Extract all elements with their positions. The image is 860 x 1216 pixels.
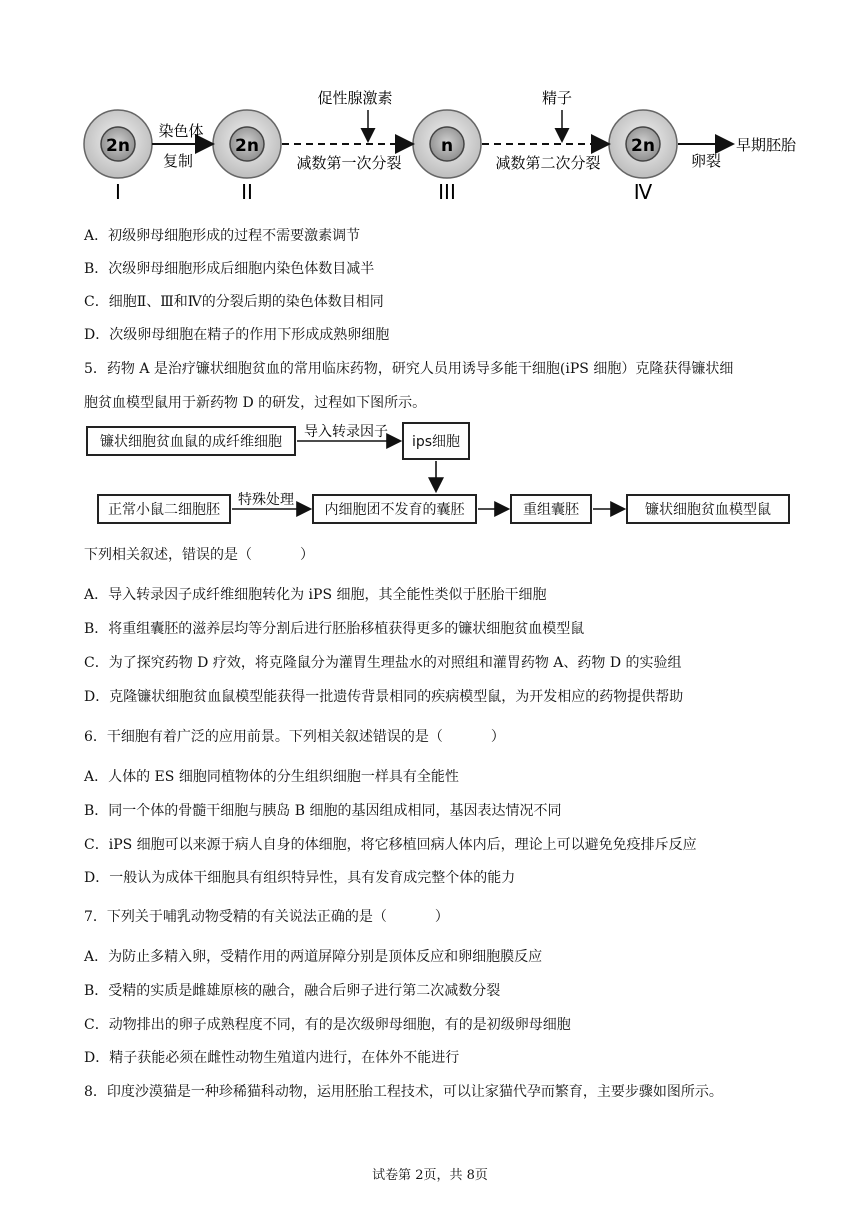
cell-3-label: III [438, 180, 456, 204]
box-recombined: 重组囊胚 [510, 494, 592, 524]
cell-2-label: II [241, 180, 253, 204]
cell-2-nucleus: 2n [235, 136, 259, 156]
page-footer: 试卷第 2页，共 8页 [372, 1168, 488, 1183]
q5-option-c: C．为了探究药物 D 疗效，将克隆鼠分为灌胃生理盐水的对照组和灌胃药物 A、药物 D 的实验组 [84, 655, 682, 671]
q6-option-a: A．人体的 ES 细胞同植物体的分生组织细胞一样具有全能性 [84, 769, 459, 785]
cell-1 [84, 110, 152, 204]
q7-option-d: D．精子获能必须在雌性动物生殖道内进行，在体外不能进行 [84, 1050, 460, 1066]
cell-1-nucleus: 2n [106, 136, 130, 156]
box-ips-cell: ips细胞 [402, 422, 470, 460]
q5-stem-line2: 胞贫血模型鼠用于新药物 D 的研发，过程如下图所示。 [84, 395, 427, 411]
q4-option-b: B．次级卵母细胞形成后细胞内染色体数目减半 [84, 261, 375, 277]
box-model-mouse: 镰状细胞贫血模型鼠 [626, 494, 790, 524]
q7-stem: 7．下列关于哺乳动物受精的有关说法正确的是（ ） [84, 909, 449, 925]
label-meiosis2: 减数第二次分裂 [495, 154, 601, 172]
q4-option-c: C．细胞Ⅱ、Ⅲ和Ⅳ的分裂后期的染色体数目相同 [84, 294, 384, 310]
label-replication-bottom: 复制 [162, 152, 194, 170]
box-blastocyst: 内细胞团不发育的囊胚 [312, 494, 477, 524]
cell-3 [413, 110, 481, 204]
q4-option-a: A．初级卵母细胞形成的过程不需要激素调节 [84, 228, 361, 244]
cell-3-nucleus: n [440, 136, 454, 156]
q6-option-b: B．同一个体的骨髓干细胞与胰岛 B 细胞的基因组成相同，基因表达情况不同 [84, 803, 562, 819]
label-embryo: 早期胚胎 [736, 136, 797, 154]
q5-option-b: B．将重组囊胚的滋养层均等分割后进行胚胎移植获得更多的镰状细胞贫血模型鼠 [84, 621, 585, 637]
q5-question: 下列相关叙述，错误的是（ ） [84, 547, 314, 563]
q5-option-a: A．导入转录因子成纤维细胞转化为 iPS 细胞，其全能性类似于胚胎干细胞 [84, 587, 547, 603]
label-meiosis1: 减数第一次分裂 [296, 154, 402, 172]
q7-option-b: B．受精的实质是雌雄原核的融合，融合后卵子进行第二次减数分裂 [84, 983, 501, 999]
q6-option-c: C．iPS 细胞可以来源于病人自身的体细胞，将它移植回病人体内后，理论上可以避免免疫排斥反应 [84, 837, 697, 853]
cell-4-label: Ⅳ [633, 180, 653, 204]
oogenesis-diagram [0, 0, 860, 210]
q7-option-a: A．为防止多精入卵，受精作用的两道屏障分别是顶体反应和卵细胞膜反应 [84, 949, 543, 965]
label-sperm: 精子 [541, 89, 573, 107]
box-normal-embryo: 正常小鼠二细胞胚 [97, 494, 231, 524]
label-transcription: 导入转录因子 [304, 424, 388, 440]
q5-stem-line1: 5．药物 A 是治疗镰状细胞贫血的常用临床药物，研究人员用诱导多能干细胞(iPS 细胞）克隆获得镰状细 [84, 361, 734, 377]
q7-option-c: C．动物排出的卵子成熟程度不同，有的是次级卵母细胞，有的是初级卵母细胞 [84, 1017, 571, 1033]
cell-2 [213, 110, 281, 204]
q6-stem: 6．干细胞有着广泛的应用前景。下列相关叙述错误的是（ ） [84, 729, 505, 745]
label-hormone: 促性腺激素 [317, 89, 393, 107]
label-replication-top: 染色体 [158, 122, 204, 140]
q6-option-d: D．一般认为成体干细胞具有组织特异性，具有发育成完整个体的能力 [84, 870, 516, 886]
cell-4 [609, 110, 677, 204]
box-fibroblast: 镰状细胞贫血鼠的成纤维细胞 [86, 426, 296, 456]
cell-4-nucleus: 2n [631, 136, 655, 156]
q8-stem: 8．印度沙漠猫是一种珍稀猫科动物，运用胚胎工程技术，可以让家猫代孕而繁育，主要步骤如图所示。 [84, 1084, 723, 1100]
q4-option-d: D．次级卵母细胞在精子的作用下形成成熟卵细胞 [84, 327, 390, 343]
cell-1-label: I [115, 180, 121, 204]
q5-option-d: D．克隆镰状细胞贫血鼠模型能获得一批遗传背景相同的疾病模型鼠，为开发相应的药物提供帮助 [84, 689, 684, 705]
label-cleavage: 卵裂 [690, 152, 722, 170]
label-special: 特殊处理 [238, 492, 294, 508]
